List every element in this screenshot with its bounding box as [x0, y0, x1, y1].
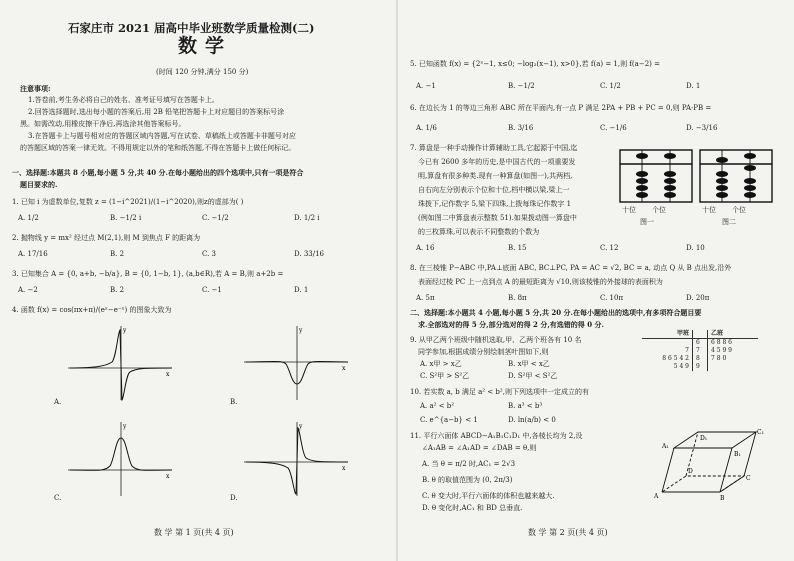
abacus-figure-2	[698, 148, 774, 204]
q10-option-c: C. e^{a−b} < 1	[420, 416, 478, 424]
q3-option-d: D. 1	[294, 286, 309, 294]
q11-option-b: B. θ 的取值范围为 (0, 2π/3)	[422, 476, 513, 484]
stem-row: 6 6 8 8 6	[642, 339, 758, 348]
stem-header-left: 甲班	[642, 330, 693, 339]
vertex-label: A₁	[662, 443, 669, 450]
q5-option-b: B. −1/2	[508, 82, 535, 90]
q2-option-b: B. 2	[110, 250, 125, 258]
q4-option-d: D.	[230, 494, 238, 502]
vertex-label: D	[688, 468, 693, 475]
abacus-figure-1	[618, 148, 694, 204]
page-2	[404, 8, 784, 553]
notice-3a: 3.在答题卡上与题号相对应的答题区域内答题,写在试卷、草稿纸上或答题卡非题号对应	[28, 132, 296, 140]
subject-title: 数学	[178, 35, 233, 57]
notice-heading: 注意事项:	[20, 84, 51, 93]
q7-option-c: C. 12	[600, 244, 619, 252]
question-1: 1. 已知 i 为虚数单位,复数 z = (1−i^2021)/(1−i^2020),则z的虚部为( )	[12, 198, 244, 206]
page-2-footer: 数 学 第 2 页(共 4 页)	[528, 528, 608, 537]
abacus-1-tens-label: 十位	[622, 206, 636, 214]
svg-text:y: y	[299, 423, 303, 430]
q2-option-d: D. 33/16	[294, 250, 324, 258]
question-7-line-4: 自右向左分别表示个位和十位,档中横以梁,梁上一	[418, 186, 570, 194]
abacus-1-caption: 图一	[640, 218, 654, 226]
vertex-label: B	[720, 495, 725, 502]
q7-option-d: D. 10	[686, 244, 705, 252]
q1-option-c: C. −1/2	[202, 214, 229, 222]
section-2-heading: 二、选择题:本小题共 4 小题,每小题 5 分,共 20 分.在每小题给出的选项中,有多项符合题目要	[410, 308, 702, 317]
q8-option-c: C. 10π	[600, 294, 624, 302]
q3-option-b: B. 2	[110, 286, 125, 294]
q8-option-a: A. 5π	[416, 294, 435, 302]
q11-option-a: A. 当 θ = π/2 时,AC₁ = 2√3	[422, 460, 516, 468]
question-11-line-1: 11. 平行六面体 ABCD−A₁B₁C₁D₁ 中,各棱长均为 2,设	[410, 432, 583, 440]
q8-option-b: B. 8π	[508, 294, 527, 302]
q5-option-a: A. −1	[416, 82, 436, 90]
vertex-label: B₁	[734, 451, 741, 458]
stem-row: 5 4 9 9	[642, 363, 758, 371]
question-7-line-7: 的三枚算珠,可以表示不同整数的个数为	[418, 228, 540, 236]
question-7-line-6: (例如图二中算盘表示整数 51).如果拨动图一算盘中	[418, 214, 577, 222]
page-1-footer: 数 学 第 1 页(共 4 页)	[154, 528, 234, 537]
q3-option-c: C. −1	[202, 286, 222, 294]
question-7-line-5: 珠拨下,记作数字 5,梁下四珠,上拨每珠记作数字 1	[418, 200, 572, 208]
section-1-heading: 一、选择题:本题共 8 小题,每小题 5 分,共 40 分.在每小题给出的四个选项中,只有一项是符合	[12, 168, 304, 177]
q5-option-d: D. 1	[686, 82, 701, 90]
section-1-heading-cont: 题目要求的.	[20, 180, 58, 189]
q2-option-c: C. 3	[202, 250, 217, 258]
svg-text:x: x	[342, 465, 346, 472]
q10-option-a: A. a² < b²	[420, 402, 455, 410]
svg-text:y: y	[123, 423, 127, 430]
question-9-line-1: 9. 从甲乙两个班级中随机选取,甲、乙两个班各有 10 名	[410, 336, 582, 344]
abacus-2-ones-label: 个位	[732, 206, 746, 214]
vertex-label: C	[746, 475, 751, 482]
q1-option-a: A. 1/2	[18, 214, 39, 222]
q6-option-c: C. −1/6	[600, 124, 627, 132]
q6-option-d: D. −3/16	[686, 124, 718, 132]
q2-option-a: A. 17/16	[18, 250, 48, 258]
question-7-line-3: 明,算盘有很多种类.现有一种算盘(如图一),共两档,	[418, 172, 573, 180]
q11-option-d: D. θ 变化时,AC₁ 和 BD 总垂直.	[422, 504, 523, 512]
q10-option-b: B. a³ < b³	[508, 402, 543, 410]
question-4: 4. 函数 f(x) = cos(πx+π)/(eˣ−e⁻ˣ) 的图象大致为	[12, 306, 172, 314]
question-6: 6. 在边长为 1 的等边三角形 ABC 所在平面内,有一点 P 满足 2PA + PB + PC = 0,则 PA·PB =	[410, 104, 712, 112]
stem-header-stem	[693, 330, 708, 339]
exam-title: 石家庄市 2021 届高中毕业班数学质量检测(二)	[68, 21, 315, 35]
question-2: 2. 抛物线 y = mx² 经过点 M(2,1),则 M 到焦点 F 的距离为	[12, 234, 201, 242]
abacus-2-caption: 图二	[722, 218, 736, 226]
vertex-label: C₁	[757, 429, 764, 436]
svg-text:x: x	[166, 473, 170, 480]
question-7-line-1: 7. 算盘是一种手动操作计算辅助工具,它起源于中国,迄	[410, 144, 578, 152]
page-1	[6, 8, 386, 553]
q7-option-b: B. 15	[508, 244, 527, 252]
q4-graph-b	[242, 324, 352, 404]
q1-option-d: D. 1/2 i	[294, 214, 320, 222]
time-note: (时间 120 分钟,满分 150 分)	[156, 68, 249, 76]
question-9-line-2: 同学参加,根据成绩分别绘制茎叶图如下,则	[418, 348, 549, 356]
q9-option-a: A. x甲 > x乙	[420, 360, 462, 368]
vertex-label: A	[654, 493, 659, 500]
q4-graph-c	[66, 420, 176, 498]
q10-option-d: D. ln(a/b) < 0	[508, 416, 556, 424]
q9-option-b: B. x甲 < x乙	[508, 360, 550, 368]
question-8-line-2: 表面经过棱 PC 上一点到点 A 的最短距离为 √10,则该棱锥的外接球的表面积为	[418, 278, 663, 286]
stem-leaf-table	[642, 330, 758, 371]
question-7-line-2: 今已有 2600 多年的历史,是中国古代的一项重要发	[418, 158, 576, 166]
q4-graph-a	[66, 324, 176, 404]
stem-row: 8 6 5 4 2 8 7 8 0	[642, 355, 758, 363]
parallelepiped-figure	[648, 426, 768, 502]
question-5: 5. 已知函数 f(x) = {2ˣ−1, x≤0; −log₂(x−1), x>0},若 f(a) = 1,则 f(a−2) =	[410, 60, 660, 68]
q9-option-c: C. S²甲 > S²乙	[420, 372, 470, 380]
vertex-label: D₁	[700, 435, 708, 442]
q4-option-a: A.	[54, 398, 62, 406]
notice-3b: 的答题区域的答案一律无效。不得用规定以外的笔和纸答题,不得在答题卡上做任何标记。	[20, 144, 296, 152]
abacus-1-ones-label: 个位	[652, 206, 666, 214]
q8-option-d: D. 20π	[686, 294, 710, 302]
question-10: 10. 若实数 a, b 满足 a² < b²,则下列选项中一定成立的有	[410, 388, 589, 396]
q4-option-c: C.	[54, 494, 62, 502]
page-fold	[396, 0, 398, 561]
q4-option-b: B.	[230, 398, 238, 406]
question-3: 3. 已知集合 A = {0, a+b, −b/a}, B = {0, 1−b, 1}, (a,b∈R),若 A = B,则 a+2b =	[12, 270, 284, 278]
notice-1: 1.答卷前,考生务必将自己的姓名、准考证号填写在答题卡上。	[28, 96, 219, 104]
q7-option-a: A. 16	[416, 244, 435, 252]
stem-header-right: 乙班	[708, 330, 759, 339]
question-8-line-1: 8. 在三棱锥 P−ABC 中,PA⊥底面 ABC, BC⊥PC, PA = AC = √2, BC = a, 动点 Q 从 B 点出发,沿外	[410, 264, 732, 272]
stem-row: 7 7 4 5 9 9	[642, 347, 758, 355]
question-11-line-2: ∠A₁AB = ∠A₁AD = ∠DAB = θ,则	[422, 444, 537, 452]
svg-text:y: y	[123, 327, 127, 334]
q5-option-c: C. 1/2	[600, 82, 621, 90]
notice-2b: 黑。如需改动,用橡皮擦干净后,再选涂其他答案标号。	[20, 120, 186, 128]
q6-option-a: A. 1/6	[416, 124, 437, 132]
abacus-2-tens-label: 十位	[702, 206, 716, 214]
q6-option-b: B. 3/16	[508, 124, 534, 132]
q1-option-b: B. −1/2 i	[110, 214, 142, 222]
q4-graph-d	[242, 420, 352, 498]
svg-text:y: y	[299, 327, 303, 334]
svg-text:x: x	[342, 365, 346, 372]
q9-option-d: D. S²甲 < S²乙	[508, 372, 558, 380]
q11-option-c: C. θ 变大时,平行六面体的体积也越来越大.	[422, 492, 555, 500]
section-2-heading-cont: 求.全部选对的得 5 分,部分选对的得 2 分,有选错的得 0 分.	[418, 320, 604, 329]
notice-2a: 2.回答选择题时,选出每小题的答案后,用 2B 铅笔把答题卡上对应题目的答案标号涂	[28, 108, 285, 116]
svg-text:x: x	[166, 371, 170, 378]
q3-option-a: A. −2	[18, 286, 38, 294]
